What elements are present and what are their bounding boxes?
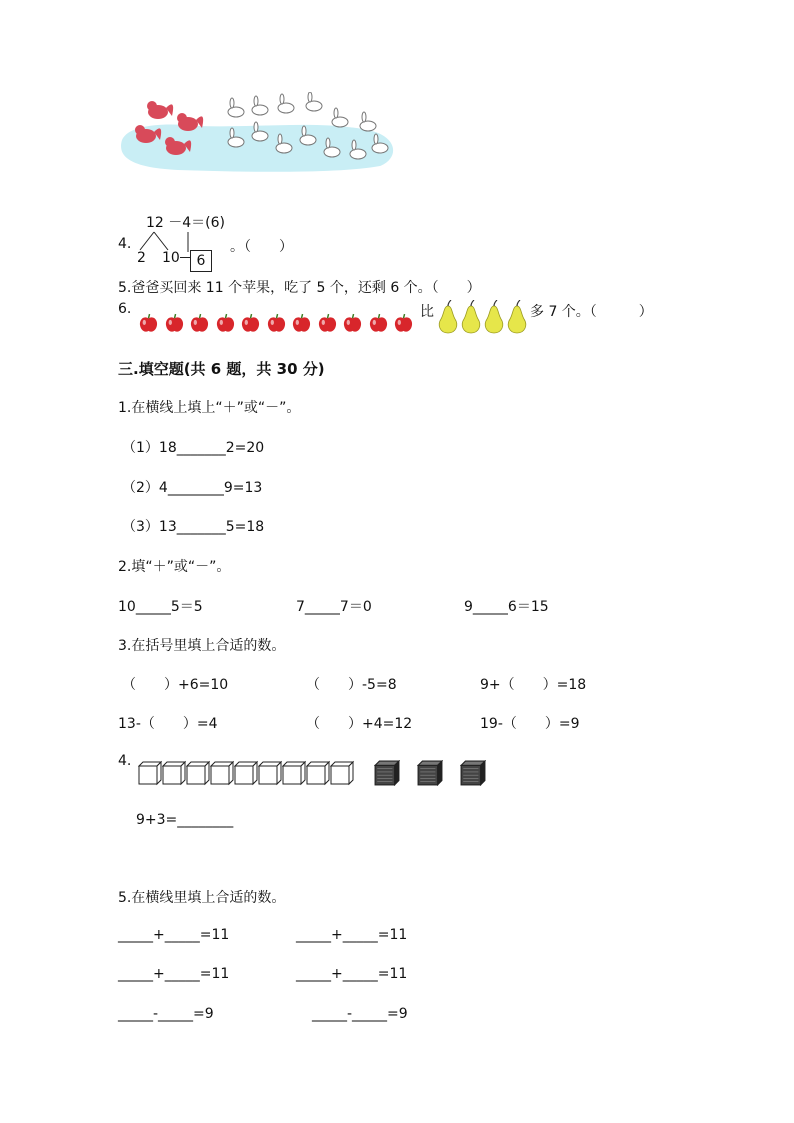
q4-answer-bracket: 。（ ） (230, 239, 293, 255)
pear-icon (459, 300, 483, 334)
apple-icon (393, 313, 414, 334)
apple-icon (317, 313, 338, 334)
apple-icon (266, 313, 287, 334)
f3-item: 19-（ ）=9 (480, 716, 580, 732)
dark-cube-row (374, 760, 503, 786)
f2-item: 9_____6＝15 (464, 599, 549, 615)
f4-number: 4. (118, 753, 132, 769)
q4-left-branch: 2 (137, 250, 146, 266)
q5-statement: 5.爸爸买回来 11 个苹果，吃了 5 个，还剩 6 个。（ ） (118, 280, 481, 296)
white-cube-icon (258, 760, 282, 786)
q4-boxed-number: 6 (190, 250, 212, 272)
q4-number: 4. (118, 236, 132, 252)
apple-icon (240, 313, 261, 334)
pear-icon (436, 300, 460, 334)
dark-cube-icon (460, 760, 486, 786)
f5-item: _____+_____=11 (296, 927, 408, 943)
apple-icon (368, 313, 389, 334)
white-cube-icon (186, 760, 210, 786)
pear-icon (482, 300, 506, 334)
apple-row (138, 313, 419, 334)
f1-item: （3）13_______5=18 (122, 519, 265, 535)
f3-item: （ ）-5=8 (306, 677, 397, 693)
f2-prompt: 2.填“＋”或“－”。 (118, 559, 231, 575)
f3-item: （ ）+6=10 (122, 677, 229, 693)
f4-equation: 9+3=________ (136, 812, 234, 828)
white-cube-row (138, 760, 354, 786)
apple-icon (164, 313, 185, 334)
white-cube-icon (330, 760, 354, 786)
apple-icon (291, 313, 312, 334)
f3-prompt: 3.在括号里填上合适的数。 (118, 638, 286, 654)
f5-item: _____+_____=11 (118, 927, 230, 943)
apple-icon (138, 313, 159, 334)
f1-prompt: 1.在横线上填上“＋”或“－”。 (118, 400, 301, 416)
q6-answer-bracket: 多 7 个。（ ） (530, 304, 653, 320)
q6-number: 6. (118, 301, 132, 317)
f5-item: _____-_____=9 (118, 1006, 214, 1022)
white-cube-icon (210, 760, 234, 786)
section-title: 三.填空题(共 6 题，共 30 分) (118, 360, 325, 378)
apple-icon (215, 313, 236, 334)
f2-item: 7_____7＝0 (296, 599, 372, 615)
white-cube-icon (282, 760, 306, 786)
f2-item: 10_____5＝5 (118, 599, 203, 615)
white-cube-icon (138, 760, 162, 786)
q4-split-lines (136, 230, 196, 252)
f5-item: _____-_____=9 (312, 1006, 408, 1022)
dark-cube-icon (374, 760, 400, 786)
q4-top-equation: 12 －4＝(6) (146, 215, 226, 231)
f5-item: _____+_____=11 (296, 966, 408, 982)
apple-icon (189, 313, 210, 334)
white-cube-icon (162, 760, 186, 786)
q4-right-branch: 10 (162, 250, 180, 266)
pear-icon (505, 300, 529, 334)
f5-prompt: 5.在横线里填上合适的数。 (118, 890, 286, 906)
f1-item: （2）4________9=13 (122, 480, 263, 496)
white-cube-icon (234, 760, 258, 786)
f3-item: （ ）+4=12 (306, 716, 413, 732)
apple-icon (342, 313, 363, 334)
f3-item: 9+（ ）=18 (480, 677, 587, 693)
dark-cube-icon (417, 760, 443, 786)
f1-item: （1）18_______2=20 (122, 440, 265, 456)
f5-item: _____+_____=11 (118, 966, 230, 982)
squirrels-rabbits-illustration (118, 92, 398, 174)
f3-item: 13-（ ）=4 (118, 716, 218, 732)
white-cube-icon (306, 760, 330, 786)
q6-compare-word: 比 (420, 304, 434, 320)
pear-row (436, 300, 528, 334)
q4-connector (180, 257, 190, 258)
